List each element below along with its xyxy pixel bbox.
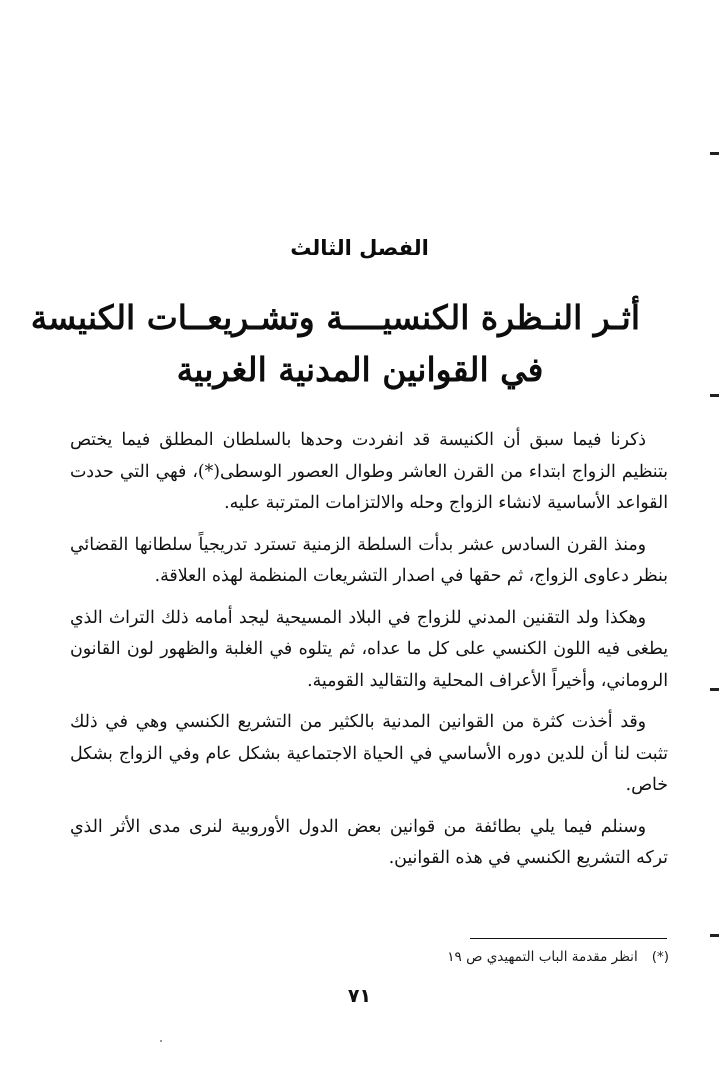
scan-edge-mark [710, 394, 719, 397]
chapter-title-line-2: في القوانين المدنية الغربية [176, 350, 544, 389]
scan-speck [160, 1040, 162, 1042]
scan-edge-mark [710, 152, 719, 155]
paragraph-5: وسنلم فيما يلي بطائفة من قوانين بعض الدول الأوروبية لنرى مدى الأثر الذي تركه التشريع الكنسي في هذه القوانين. [70, 816, 668, 868]
footnote-text: انظر مقدمة الباب التمهيدي ص ١٩ [447, 949, 638, 965]
chapter-label: الفصل الثالث [290, 236, 429, 260]
scan-edge-mark [710, 934, 719, 937]
chapter-title-line-1: أثـر النـظرة الكنسيــــة وتشـريعــات الكنيسة [30, 298, 640, 337]
footnote-marker: (*) [651, 949, 669, 965]
body-text [70, 425, 668, 885]
page-number: ٧١ [347, 985, 372, 1007]
paragraph-4: وقد أخذت كثرة من القوانين المدنية بالكثير من التشريع الكنسي وهي في ذلك تثبت لنا أن للدين دوره الأساسي في الحياة الاجتماعية بشكل عام وفي الزواج بشكل خاص. [70, 712, 668, 795]
footnote-divider [470, 938, 667, 939]
footnote [447, 949, 669, 965]
paragraph-3: وهكذا ولد التقنين المدني للزواج في البلاد المسيحية ليجد أمامه ذلك التراث الذي يطغى فيه اللون الكنسي على كل ما عداه، ثم يتلوه في الغلبة والظهور لون القانون الروماني، وأخيراً الأعراف المحلية والتقاليد القومية. [70, 607, 668, 691]
scan-edge-mark [710, 688, 719, 691]
paragraph-2: ومنذ القرن السادس عشر بدأت السلطة الزمنية تسترد تدريجياً سلطانها القضائي بنظر دعاوى الزواج، ثم حقها في اصدار التشريعات المنظمة لهذه العلاقة. [70, 534, 668, 586]
paragraph-1: ذكرنا فيما سبق أن الكنيسة قد انفردت وحدها بالسلطان المطلق فيما يختص بتنظيم الزواج ابتداء من القرن العاشر وطوال العصور الوسطى(*)، فهي التي حددت القواعد الأساسية لانشاء الزواج وحله والالتزامات المترتبة عليه. [70, 430, 668, 513]
